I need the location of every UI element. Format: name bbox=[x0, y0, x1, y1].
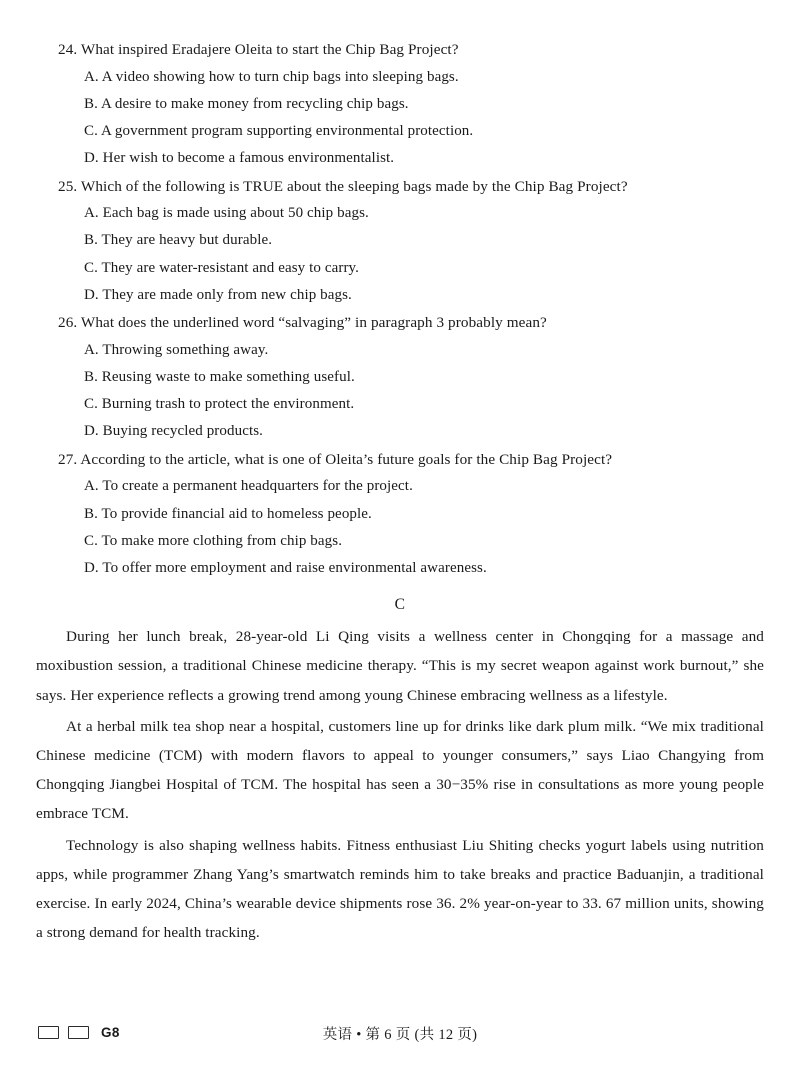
page-number: 英语 • 第 6 页 (共 12 页) bbox=[322, 1027, 478, 1043]
option-d[interactable]: D. Buying recycled products. bbox=[84, 423, 264, 440]
question-text: What does the underlined word “salvaging” in paragraph 3 probably mean? bbox=[80, 314, 547, 332]
option-b[interactable]: B. They are heavy but durable. bbox=[84, 232, 273, 249]
passage-paragraph-1: During her lunch break, 28-year-old Li Qing visits a wellness center in Chongqing for a massage and moxibustion session, a traditional Chinese medicine therapy. “This is my secret weapon against work burnout,” she says. Her experience reflects a growing trend among young Chinese embracing wellness as a lifestyle. bbox=[36, 628, 764, 704]
question-27 bbox=[36, 448, 764, 581]
question-25 bbox=[36, 175, 764, 308]
question-24 bbox=[36, 38, 764, 171]
option-c[interactable]: C. A government program supporting environmental protection. bbox=[84, 123, 474, 140]
option-b[interactable]: B. To provide financial aid to homeless people. bbox=[84, 505, 372, 522]
question-text: According to the article, what is one of Oleita’s future goals for the Chip Bag Project? bbox=[80, 450, 613, 468]
passage-paragraph-2: At a herbal milk tea shop near a hospital, customers line up for drinks like dark plum milk. “We mix traditional Chinese medicine (TCM) with modern flavors to appeal to younger consumers,” says Liao Changying from Chongqing Jiangbei Hospital of TCM. The hospital has seen a 30−35% rise in consultations as more young people embrace TCM. bbox=[36, 717, 764, 823]
question-stem bbox=[58, 38, 764, 62]
question-number: 25. bbox=[58, 177, 78, 195]
option-a[interactable]: A. Throwing something away. bbox=[84, 341, 269, 358]
option-d[interactable]: D. They are made only from new chip bags. bbox=[84, 286, 352, 303]
option-c[interactable]: C. To make more clothing from chip bags. bbox=[84, 532, 343, 549]
option-d[interactable]: D. To offer more employment and raise environmental awareness. bbox=[84, 560, 487, 576]
question-list bbox=[36, 38, 764, 580]
reading-passage bbox=[36, 622, 764, 947]
option-b[interactable]: B. Reusing waste to make something useful. bbox=[84, 368, 355, 385]
option-c[interactable]: C. Burning trash to protect the environment. bbox=[84, 396, 355, 413]
question-text: What inspired Eradajere Oleita to start the Chip Bag Project? bbox=[80, 41, 459, 58]
option-b[interactable]: B. A desire to make money from recycling chip bags. bbox=[84, 95, 409, 112]
passage-paragraph-3: Technology is also shaping wellness habits. Fitness enthusiast Liu Shiting checks yogurt labels using nutrition apps, while programmer Zhang Yang’s smartwatch reminds him to take breaks and practice Baduanjin, a traditional exercise. In early 2024, China’s wearable device shipments rose 36. 2% year-on-year to 33. 67 million units, showing a strong demand for health tracking. bbox=[36, 836, 764, 942]
option-d[interactable]: D. Her wish to become a famous environmentalist. bbox=[84, 150, 395, 167]
question-stem bbox=[58, 311, 764, 335]
option-c[interactable]: C. They are water-resistant and easy to carry. bbox=[84, 259, 360, 276]
question-number: 24. bbox=[58, 41, 78, 58]
question-number: 27. bbox=[58, 450, 78, 468]
question-number: 26. bbox=[58, 314, 78, 332]
question-26 bbox=[36, 311, 764, 444]
page-footer bbox=[0, 1023, 800, 1053]
option-a[interactable]: A. A video showing how to turn chip bags into sleeping bags. bbox=[84, 68, 459, 85]
paper-code: G8 bbox=[101, 1025, 120, 1040]
question-stem bbox=[58, 175, 764, 199]
option-a[interactable]: A. To create a permanent headquarters for the project. bbox=[84, 478, 413, 495]
option-a[interactable]: A. Each bag is made using about 50 chip bags. bbox=[84, 205, 369, 222]
section-letter: C bbox=[394, 596, 406, 614]
question-text: Which of the following is TRUE about the sleeping bags made by the Chip Bag Project? bbox=[80, 177, 628, 195]
question-stem bbox=[58, 448, 764, 472]
